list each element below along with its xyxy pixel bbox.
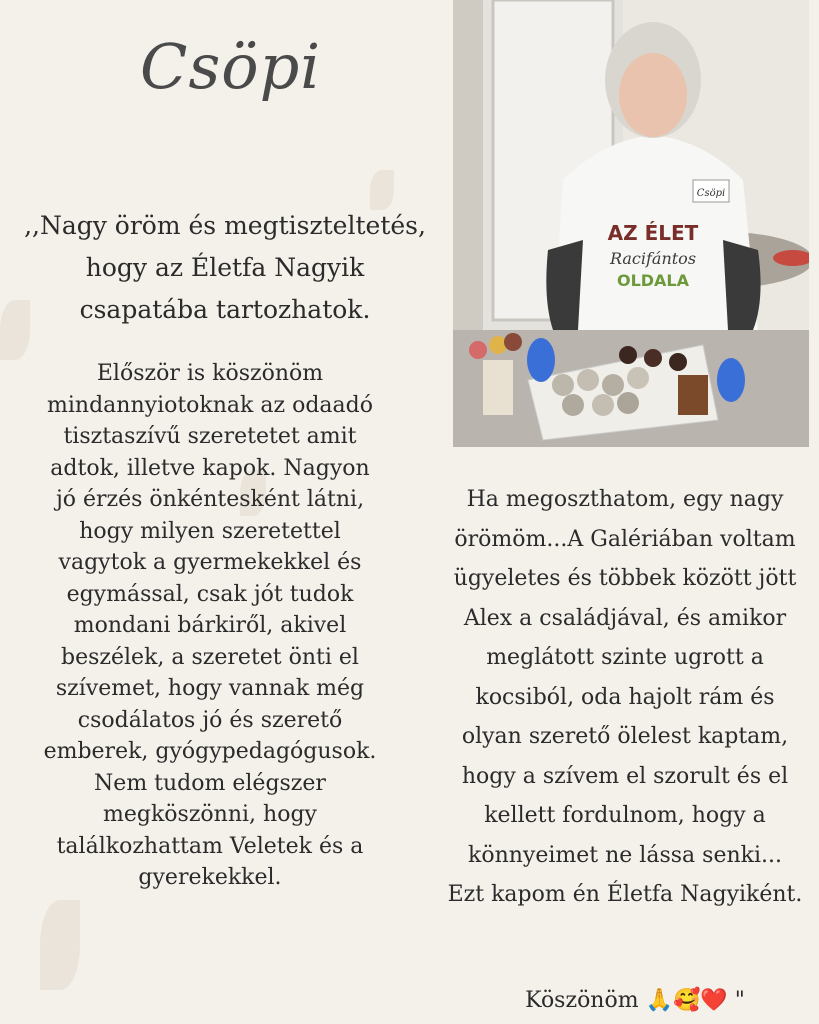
left-column-text	[0, 358, 420, 894]
body-line: kellett fordulnom, hogy a	[484, 803, 766, 828]
shirt-text: Racifántos	[609, 249, 697, 268]
background-leaf-decoration	[370, 170, 394, 210]
body-line: Nem tudom elégszer	[94, 770, 326, 796]
body-line: tisztaszívű szeretetet amit	[63, 424, 357, 449]
page-title: Csöpi	[140, 30, 322, 103]
body-line: hogy a szívem el szorult és el	[461, 763, 789, 789]
background-leaf-decoration	[40, 900, 80, 990]
body-line: Ha megoszthatom, egy nagy	[466, 487, 784, 512]
body-line: beszélek, a szeretet önti el	[61, 644, 359, 670]
intro-quote	[0, 205, 450, 331]
body-line: Ezt kapom én Életfa Nagyiként.	[447, 882, 803, 907]
photo-illustration	[453, 0, 809, 447]
body-line: Először is köszönöm	[96, 361, 324, 386]
body-line: kocsiból, oda hajolt rám és	[475, 684, 775, 710]
body-line: mondani bárkiről, akivel	[73, 613, 347, 638]
shirt-text: OLDALA	[616, 271, 690, 290]
body-line: Alex a családjával, és amikor	[463, 605, 787, 631]
body-line: olyan szerető ölelest kaptam,	[461, 724, 789, 749]
body-line: meglátott szinte ugrott a	[486, 645, 764, 670]
right-column-text	[410, 480, 819, 915]
intro-line: csapatába tartozhatok.	[79, 295, 371, 324]
body-line: csodálatos jó és szerető	[77, 707, 343, 733]
closing-thanks	[470, 985, 800, 1017]
body-line: szívemet, hogy vannak még	[55, 676, 365, 701]
pray-heart-emoji-icon: 🙏🥰❤️	[645, 988, 728, 1013]
intro-line: hogy az Életfa Nagyik	[85, 253, 365, 282]
intro-line: ,,Nagy öröm és megtiszteltetés,	[24, 211, 426, 240]
body-line: vagytok a gyermekekkel és	[58, 550, 362, 575]
body-line: megköszönni, hogy	[103, 802, 317, 827]
closing-quote-mark: "	[734, 988, 745, 1013]
badge-text: Csöpi	[696, 188, 726, 199]
body-line: gyerekekkel.	[138, 865, 282, 890]
body-line: adtok, illetve kapok. Nagyon	[50, 455, 370, 481]
body-line: emberek, gyógypedagógusok.	[43, 739, 377, 764]
body-line: mindannyiotoknak az odaadó	[47, 392, 373, 418]
body-line: örömöm...A Galériában voltam	[454, 526, 796, 552]
thanks-text: Köszönöm	[525, 988, 639, 1013]
shirt-text: AZ ÉLET	[607, 221, 699, 245]
body-line: találkozhattam Veletek és a	[56, 833, 364, 859]
body-line: jó érzés önkéntesként látni,	[55, 487, 365, 512]
body-line: hogy milyen szeretettel	[79, 518, 341, 544]
body-line: könnyeimet ne lássa senki...	[468, 842, 782, 868]
body-line: egymással, csak jót tudok	[66, 581, 354, 607]
body-line: ügyeletes és többek között jött	[453, 566, 797, 591]
volunteer-photo	[453, 0, 809, 447]
